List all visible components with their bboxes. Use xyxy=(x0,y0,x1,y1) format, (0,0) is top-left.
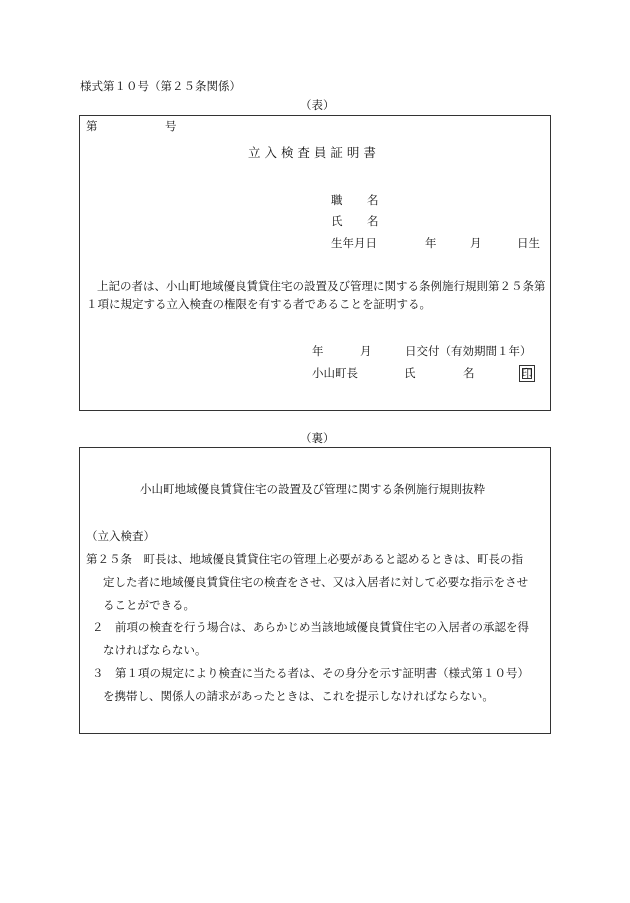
job-label-1: 職 xyxy=(331,193,343,207)
body-text-line1: 上記の者は、小山町地域優良賃貸住宅の設置及び管理に関する条例施行規則第２５条第 xyxy=(97,279,546,293)
name-label-1: 氏 xyxy=(331,214,343,228)
article-line3: ることができる。 xyxy=(103,598,195,612)
section-heading: （立入検査） xyxy=(86,529,155,543)
back-label: （裏） xyxy=(300,431,335,445)
paragraph2-line1: ２ 前項の検査を行う場合は、あらかじめ当該地域優良賃貸住宅の入居者の承認を得 xyxy=(92,620,529,634)
name-label-2: 名 xyxy=(367,214,379,228)
birth-year: 年 xyxy=(425,236,437,250)
birth-day: 日生 xyxy=(517,236,540,250)
mayor-name-2: 名 xyxy=(463,366,475,380)
birth-month: 月 xyxy=(470,236,482,250)
paragraph3-line2: を携帯し、関係人の請求があったときは、これを提示しなければならない。 xyxy=(103,689,494,703)
number-suffix: 号 xyxy=(165,119,177,133)
paragraph3-line1: ３ 第１項の規定により検査に当たる者は、その身分を示す証明書（様式第１０号） xyxy=(92,666,529,680)
mayor-title: 小山町長 xyxy=(312,366,358,380)
seal-char: 印 xyxy=(521,367,533,380)
issue-day: 日交付（有効期間１年） xyxy=(405,344,532,358)
job-label-2: 名 xyxy=(367,193,379,207)
birth-label: 生年月日 xyxy=(331,236,377,250)
paragraph2-line2: なければならない。 xyxy=(103,643,207,657)
front-label: （表） xyxy=(300,98,335,112)
article-line1: 第２５条 町長は、地域優良賃貸住宅の管理上必要があると認めるときは、町長の指 xyxy=(86,552,523,566)
certificate-title: 立 入 検 査 員 証 明 書 xyxy=(248,145,376,160)
back-title: 小山町地域優良賃貸住宅の設置及び管理に関する条例施行規則抜粋 xyxy=(140,482,485,496)
seal-mark xyxy=(519,365,535,382)
article-line2: 定した者に地域優良賃貸住宅の検査をさせ、又は入居者に対して必要な指示をさせ xyxy=(103,575,529,589)
issue-year: 年 xyxy=(312,344,324,358)
issue-month: 月 xyxy=(360,344,372,358)
number-prefix: 第 xyxy=(86,119,98,133)
body-text-line2: １項に規定する立入検査の権限を有する者であることを証明する。 xyxy=(86,297,431,311)
form-number: 様式第１０号（第２５条関係） xyxy=(80,79,241,93)
mayor-name-1: 氏 xyxy=(404,366,416,380)
